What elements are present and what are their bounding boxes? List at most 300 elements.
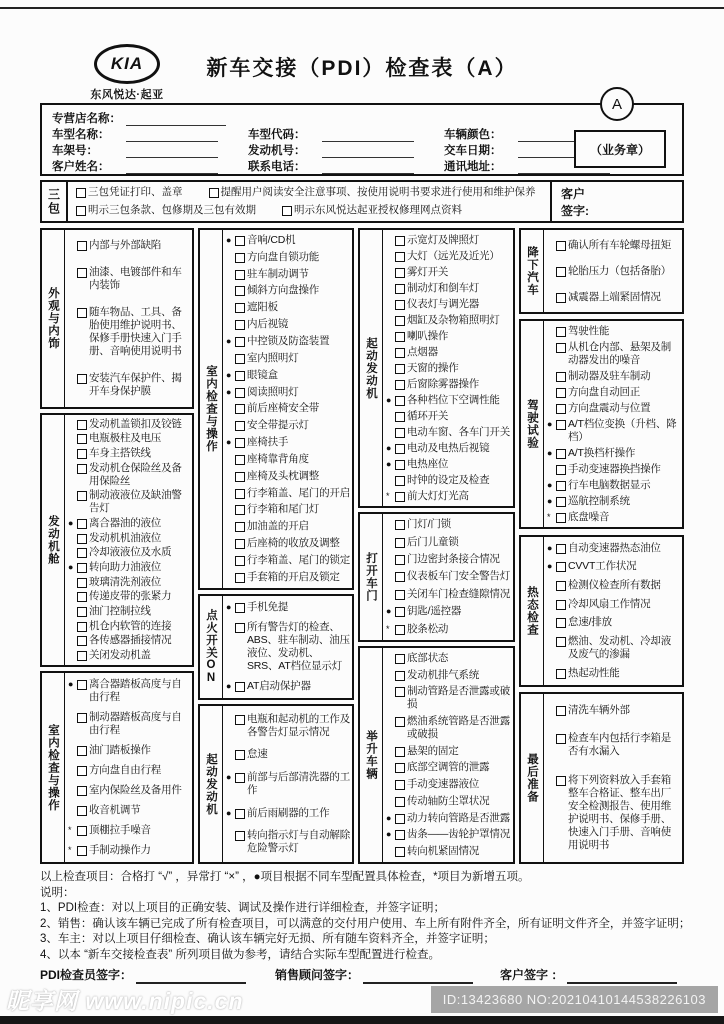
checkbox[interactable] <box>77 434 87 444</box>
checkbox[interactable] <box>77 491 87 501</box>
checkbox[interactable] <box>77 464 87 474</box>
check-item <box>386 378 511 391</box>
checkbox[interactable] <box>235 831 245 841</box>
checkbox[interactable] <box>395 590 405 600</box>
checkbox[interactable] <box>556 372 566 382</box>
item-bullet: ● <box>386 812 392 823</box>
section-items <box>544 537 682 685</box>
item-text: 前部与后部清洗器的工作 <box>247 770 350 796</box>
checkbox[interactable] <box>556 420 566 430</box>
info-field-blank[interactable] <box>126 114 226 126</box>
checkbox[interactable] <box>556 706 566 716</box>
check-item <box>386 623 511 636</box>
item-text: 雾灯开关 <box>407 265 449 278</box>
check-item <box>226 713 350 739</box>
section-label: 驾驶试验 <box>521 321 544 527</box>
section-box <box>40 228 194 409</box>
warranty-check-line <box>76 204 542 217</box>
check-item <box>547 495 680 508</box>
item-text: 转向助力油液位 <box>89 561 162 574</box>
checkbox[interactable] <box>77 449 87 459</box>
checkbox[interactable] <box>395 625 405 635</box>
item-bullet: ● <box>226 680 232 691</box>
check-item <box>226 470 350 483</box>
checkbox[interactable] <box>235 773 245 783</box>
item-text: 胶条松动 <box>407 622 449 635</box>
note-line: 4、以本 “新车交接检查表” 所列项目做为参考，请结合实际车型配置进行检查。 <box>40 948 440 961</box>
check-item <box>68 447 190 460</box>
checkbox[interactable] <box>395 654 405 664</box>
check-item <box>68 532 190 545</box>
customer-sign-line2: 签字: <box>561 204 589 218</box>
checkbox[interactable] <box>235 623 245 633</box>
checkbox[interactable] <box>556 669 566 679</box>
check-item <box>386 795 511 808</box>
checkbox[interactable] <box>77 519 87 529</box>
checkbox[interactable] <box>235 573 245 583</box>
checkbox[interactable] <box>556 581 566 591</box>
section-label: 举升车辆 <box>360 648 383 862</box>
item-text: 检测仪检查所有数据 <box>568 578 661 591</box>
item-text: 行车电脑数据显示 <box>568 478 651 491</box>
checkbox[interactable] <box>235 438 245 448</box>
check-item <box>547 370 680 383</box>
check-item <box>547 616 680 629</box>
item-bullet: ● <box>547 418 553 429</box>
checkbox[interactable] <box>556 241 566 251</box>
check-item <box>386 845 511 858</box>
item-text: 关闭发动机盖 <box>89 649 151 662</box>
checkbox[interactable] <box>235 489 245 499</box>
note-line: 3、车主：对以上项目仔细检查、确认该车辆完好无损、所有随车资料齐全，并签字证明； <box>40 933 495 945</box>
checkbox[interactable] <box>235 371 245 381</box>
check-item <box>386 394 511 407</box>
checkbox[interactable] <box>76 206 86 216</box>
checkbox[interactable] <box>395 671 405 681</box>
item-text: 驻车制动调节 <box>247 267 309 280</box>
checklist-body <box>40 228 684 864</box>
brand-name: 东风悦达·起亚 <box>90 89 164 101</box>
check-item <box>226 453 350 466</box>
info-field <box>52 126 248 142</box>
section-items <box>65 415 192 665</box>
checkbox[interactable] <box>235 404 245 414</box>
checkbox[interactable] <box>395 814 405 824</box>
section-box <box>519 228 684 314</box>
item-bullet: ● <box>226 369 232 380</box>
checkbox[interactable] <box>395 572 405 582</box>
item-text: 清洗车辆外部 <box>568 703 630 716</box>
bottom-strip <box>0 1016 724 1024</box>
check-item <box>386 588 511 601</box>
item-text: 油门踏板操作 <box>89 744 151 757</box>
item-bullet: ● <box>547 495 553 506</box>
checkbox[interactable] <box>556 513 566 523</box>
item-text: 发动机盖锁扣及铰链 <box>89 417 182 430</box>
check-item <box>547 732 680 758</box>
check-item <box>547 579 680 592</box>
check-item <box>226 537 350 550</box>
item-text: 室内照明灯 <box>247 351 299 364</box>
item-text: 眼镜盒 <box>247 368 278 381</box>
checkbox[interactable] <box>556 327 566 337</box>
checkbox[interactable] <box>556 637 566 647</box>
note-line: 1、PDI检查：对以上项目的正确安装、调试及操作进行详细检查，并签字证明； <box>40 902 446 914</box>
checkbox[interactable] <box>77 622 87 632</box>
item-text: 检查车内包括行李箱是否有水漏入 <box>568 732 671 758</box>
checkbox[interactable] <box>77 308 87 318</box>
item-text: 时钟的设定及检查 <box>407 473 490 486</box>
checkbox[interactable] <box>77 592 87 602</box>
checkbox[interactable] <box>395 476 405 486</box>
item-text: 车身主搭铁线 <box>89 447 151 460</box>
checkbox[interactable] <box>235 682 245 692</box>
check-item <box>68 546 190 559</box>
info-field-label: 联系电话： <box>248 161 306 173</box>
checkbox[interactable] <box>395 763 405 773</box>
checkbox[interactable] <box>556 618 566 628</box>
checkbox[interactable] <box>235 337 245 347</box>
item-text: 发动机机油液位 <box>89 531 162 544</box>
checkbox[interactable] <box>77 578 87 588</box>
checkbox[interactable] <box>235 236 245 246</box>
check-item <box>386 250 511 263</box>
check-item <box>386 812 511 825</box>
checkbox[interactable] <box>395 460 405 470</box>
item-text: 座椅扶手 <box>247 436 289 449</box>
info-field-blank[interactable] <box>322 146 414 158</box>
check-item <box>547 239 680 252</box>
item-text: 油漆、电镀部件和车内装饰 <box>89 266 182 291</box>
checkbox[interactable] <box>77 766 87 776</box>
item-bullet: ● <box>226 771 232 782</box>
checkbox[interactable] <box>395 380 405 390</box>
checkbox[interactable] <box>556 449 566 459</box>
item-text: 仪表灯与调光器 <box>407 297 480 310</box>
item-bullet: ● <box>386 394 392 405</box>
check-item <box>68 711 190 737</box>
item-text: 玻璃清洗剂液位 <box>89 575 162 588</box>
check-item <box>226 748 350 761</box>
check-item <box>226 284 350 297</box>
check-item <box>386 298 511 311</box>
item-bullet: ● <box>226 335 232 346</box>
checkbox[interactable] <box>235 715 245 725</box>
item-text: 中控锁及防盗装置 <box>247 334 330 347</box>
check-item <box>386 570 511 583</box>
checkbox[interactable] <box>395 520 405 530</box>
checkbox[interactable] <box>556 497 566 507</box>
item-text: A/T档位变换（升档、降档） <box>568 417 677 443</box>
checkbox[interactable] <box>395 747 405 757</box>
item-text: 后窗除雾器操作 <box>407 377 480 390</box>
item-text: 制动器踏板高度与自由行程 <box>89 711 182 737</box>
item-text: 手机免提 <box>247 601 289 614</box>
checkbox[interactable] <box>235 320 245 330</box>
item-bullet: ● <box>68 562 74 573</box>
checkbox[interactable] <box>395 348 405 358</box>
item-text: 制动灯和倒车灯 <box>407 281 480 294</box>
checkbox[interactable] <box>395 396 405 406</box>
info-field-blank[interactable] <box>322 162 414 174</box>
checkbox[interactable] <box>556 776 566 786</box>
check-item <box>386 282 511 295</box>
checkbox[interactable] <box>77 420 87 430</box>
checkbox[interactable] <box>235 286 245 296</box>
checkbox[interactable] <box>395 252 405 262</box>
checkbox[interactable] <box>77 746 87 756</box>
watermark-site: 昵享网 www.nipic.cn <box>6 987 244 1014</box>
item-text: 点烟器 <box>407 345 438 358</box>
checkbox[interactable] <box>395 268 405 278</box>
check-item <box>547 704 680 717</box>
checkbox[interactable] <box>395 284 405 294</box>
check-item <box>547 511 680 524</box>
item-text: 倾斜方向盘操作 <box>247 284 320 297</box>
checkbox[interactable] <box>235 354 245 364</box>
item-text: 门灯/门锁 <box>407 518 451 531</box>
check-item <box>386 458 511 471</box>
item-star: * <box>386 490 390 501</box>
checkbox[interactable] <box>235 472 245 482</box>
checkbox[interactable] <box>395 830 405 840</box>
checkbox[interactable] <box>556 388 566 398</box>
check-item <box>68 266 190 292</box>
info-field-blank[interactable] <box>126 162 218 174</box>
section-items <box>223 230 352 588</box>
info-field-blank[interactable] <box>322 130 414 142</box>
checkbox[interactable] <box>395 300 405 310</box>
check-item <box>386 490 511 503</box>
checkbox[interactable] <box>235 421 245 431</box>
item-text: 电热座位 <box>407 457 449 470</box>
checkbox[interactable] <box>76 188 86 198</box>
item-text: 大灯（远光及近光） <box>407 249 500 262</box>
check-item <box>386 761 511 774</box>
section-items <box>223 706 352 862</box>
item-bullet: ● <box>547 479 553 490</box>
check-item <box>547 560 680 573</box>
checkbox[interactable] <box>235 270 245 280</box>
checkbox[interactable] <box>556 600 566 610</box>
checkbox[interactable] <box>556 465 566 475</box>
check-item <box>547 774 680 852</box>
check-item <box>226 251 350 264</box>
check-item <box>226 571 350 584</box>
item-text: 制动器及驻车制动 <box>568 369 651 382</box>
signature-label: 销售顾问签字： <box>275 968 360 982</box>
item-text: 电动及电热后视镜 <box>407 441 490 454</box>
check-item <box>386 652 511 665</box>
checkbox[interactable] <box>395 687 405 697</box>
item-bullet: ● <box>386 458 392 469</box>
item-text: 顶棚拉手噪音 <box>89 823 151 836</box>
checkbox[interactable] <box>395 780 405 790</box>
item-text: 方向盘自由行程 <box>89 764 162 777</box>
note-line: 2、销售：确认该车辆已完成了所有检查项目，可以满意的交付用户使用、车上所有附件齐全，所有证明文件齐全，并签字证明； <box>40 917 691 930</box>
signature-label: 客户签字 ： <box>500 968 564 982</box>
checkbox[interactable] <box>556 481 566 491</box>
checkbox[interactable] <box>282 206 292 216</box>
checkbox[interactable] <box>395 332 405 342</box>
info-field <box>52 142 248 158</box>
checkbox[interactable] <box>77 268 87 278</box>
check-item <box>386 362 511 375</box>
item-text: 内部与外部缺陷 <box>89 239 162 251</box>
item-text: 天窗的操作 <box>407 361 459 374</box>
checkbox[interactable] <box>395 717 405 727</box>
checkbox[interactable] <box>77 786 87 796</box>
dealer-info-box <box>40 103 684 176</box>
checkbox[interactable] <box>556 293 566 303</box>
item-text: CVVT工作状况 <box>568 560 637 573</box>
item-text: 方向盘自动回正 <box>568 385 641 398</box>
checkbox[interactable] <box>395 797 405 807</box>
item-text: 油门控制拉线 <box>89 605 151 618</box>
item-text: 循环开关 <box>407 409 449 422</box>
checkbox[interactable] <box>77 374 87 384</box>
checkbox[interactable] <box>395 492 405 502</box>
warranty-strip <box>40 180 684 223</box>
section-box <box>198 704 354 864</box>
item-text: 明示东风悦达起亚授权修理网点资料 <box>294 203 462 216</box>
item-star: * <box>68 844 72 855</box>
checkbox[interactable] <box>235 556 245 566</box>
check-item <box>386 518 511 531</box>
item-bullet: ● <box>386 829 392 840</box>
check-item <box>386 234 511 247</box>
check-item <box>68 418 190 431</box>
checkbox[interactable] <box>77 241 87 251</box>
item-text: 将下列资料放入手套箱 整车合格证、整车出厂安全检测报告、使用维护说明书、保修手册、快速入门手册、音响使用说明书 <box>568 774 671 852</box>
item-text: 提醒用户阅读安全注意事项、按使用说明书要求进行使用和维护保养 <box>220 186 536 199</box>
checkbox[interactable] <box>77 548 87 558</box>
item-bullet: ● <box>226 807 232 818</box>
check-item <box>226 318 350 331</box>
checkbox[interactable] <box>235 505 245 515</box>
checkbox[interactable] <box>395 538 405 548</box>
checkbox[interactable] <box>556 343 566 353</box>
checkbox[interactable] <box>235 253 245 263</box>
item-bullet: ● <box>226 234 232 245</box>
section-label: 起动发动机 <box>200 706 223 862</box>
item-text: 离合器油的液位 <box>89 517 162 530</box>
checkbox[interactable] <box>235 750 245 760</box>
checkbox[interactable] <box>77 846 87 856</box>
checkbox[interactable] <box>556 404 566 414</box>
info-field-label: 专营店名称： <box>52 113 121 125</box>
check-item <box>547 598 680 611</box>
item-text: 方向盘自锁功能 <box>247 250 320 263</box>
check-item <box>386 346 511 359</box>
item-text: 各传感器插接情况 <box>89 634 172 647</box>
checkbox[interactable] <box>235 303 245 313</box>
warranty-check-item <box>76 186 183 199</box>
item-text: 前后雨刷器的工作 <box>247 806 330 819</box>
checkbox[interactable] <box>235 388 245 398</box>
section-label: 发动机舱 <box>42 415 65 665</box>
checkbox[interactable] <box>556 562 566 572</box>
info-field-blank[interactable] <box>126 130 218 142</box>
item-text: 电瓶和起动机的工作及各警告灯显示情况 <box>247 712 350 738</box>
check-item <box>226 369 350 382</box>
checkbox[interactable] <box>395 236 405 246</box>
checkbox[interactable] <box>77 607 87 617</box>
warranty-check-line <box>76 186 542 199</box>
column-group <box>40 228 194 864</box>
checkbox[interactable] <box>77 713 87 723</box>
item-text: 轮胎压力（包括备胎） <box>568 264 671 277</box>
checkbox[interactable] <box>209 188 219 198</box>
item-bullet: ● <box>226 602 232 613</box>
checkbox[interactable] <box>556 267 566 277</box>
item-bullet: ● <box>68 679 74 690</box>
check-item <box>226 352 350 365</box>
checkbox[interactable] <box>235 539 245 549</box>
warranty-check-lines <box>68 182 550 221</box>
item-text: 手制动操作力 <box>89 843 151 856</box>
check-item <box>226 436 350 449</box>
checkbox[interactable] <box>395 364 405 374</box>
info-field-blank[interactable] <box>126 146 218 158</box>
check-item <box>386 605 511 618</box>
item-text: 安全带提示灯 <box>247 419 309 432</box>
check-item <box>68 517 190 530</box>
section-box <box>358 512 515 642</box>
section-box <box>519 319 684 529</box>
checkbox[interactable] <box>77 680 87 690</box>
check-item <box>226 419 350 432</box>
checkbox[interactable] <box>395 847 405 857</box>
checkbox[interactable] <box>395 316 405 326</box>
revision-mark-circle <box>600 87 634 121</box>
checkbox[interactable] <box>77 651 87 661</box>
info-field-label: 通讯地址： <box>444 161 502 173</box>
checkbox[interactable] <box>235 522 245 532</box>
checkbox[interactable] <box>77 563 87 573</box>
column-group <box>358 228 515 864</box>
checkbox[interactable] <box>395 428 405 438</box>
checkbox[interactable] <box>395 444 405 454</box>
checkbox[interactable] <box>77 534 87 544</box>
section-label: 起动发动机 <box>360 230 383 506</box>
info-field-label: 车型名称： <box>52 129 110 141</box>
checkbox[interactable] <box>77 826 87 836</box>
checkbox[interactable] <box>235 809 245 819</box>
checkbox[interactable] <box>395 412 405 422</box>
section-items <box>383 514 513 640</box>
checkbox[interactable] <box>556 544 566 554</box>
check-item <box>226 402 350 415</box>
checkbox[interactable] <box>235 455 245 465</box>
note-line: 说明： <box>40 886 75 899</box>
item-text: 巡航控制系统 <box>568 494 630 507</box>
section-label: 打开车门 <box>360 514 383 640</box>
item-text: 音响/CD机 <box>247 233 296 246</box>
info-field-label: 车辆颜色： <box>444 129 502 141</box>
checkbox[interactable] <box>395 607 405 617</box>
checkbox[interactable] <box>395 555 405 565</box>
check-item <box>226 487 350 500</box>
check-item <box>226 829 350 855</box>
checkbox[interactable] <box>77 636 87 646</box>
checkbox[interactable] <box>556 734 566 744</box>
checkbox[interactable] <box>235 603 245 613</box>
check-item <box>547 463 680 476</box>
checkbox[interactable] <box>77 806 87 816</box>
footer-notes <box>40 870 691 984</box>
item-text: 转向机紧固情况 <box>407 845 480 858</box>
